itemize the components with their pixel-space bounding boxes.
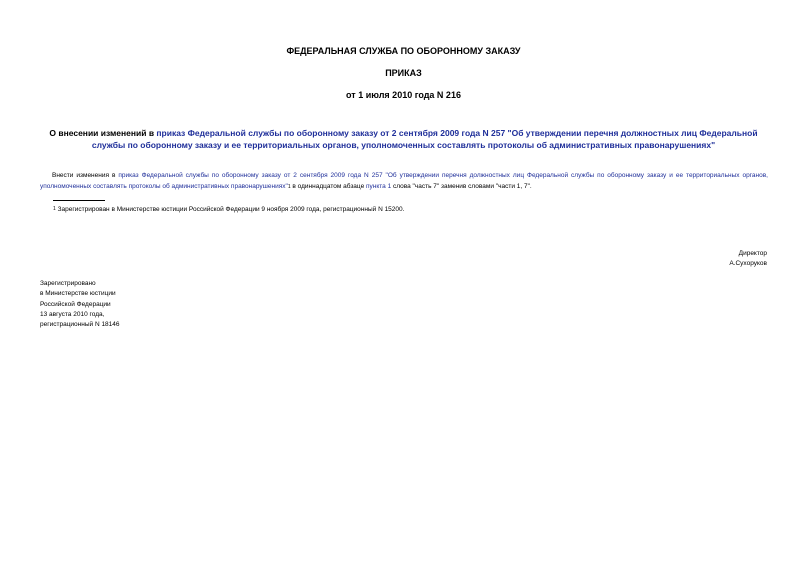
body-paragraph (40, 171, 768, 192)
signature-name: А.Сухоруков (729, 260, 767, 267)
organization-heading: ФЕДЕРАЛЬНАЯ СЛУЖБА ПО ОБОРОННОМУ ЗАКАЗУ (286, 46, 521, 56)
footnote-text: Зарегистрирован в Министерстве юстиции Российской Федерации 9 ноября 2009 года, регистрационный N 15200. (55, 206, 405, 213)
document-title (40, 128, 767, 151)
signature-position: Директор (738, 250, 767, 257)
footnote (53, 205, 404, 214)
registration-line: в Министерстве юстиции (40, 290, 116, 298)
title-order-link[interactable]: приказ Федеральной службы по оборонному заказу от 2 сентября 2009 года N 257 "Об утверждении перечня должностных лиц Федеральной службы по оборонному заказу и ее территориальных органов, уполномоченных составлять протоколы об административных правонарушениях" (91, 128, 758, 150)
registration-line: регистрационный N 18146 (40, 321, 120, 329)
body-text-start: Внести изменения в (52, 172, 119, 179)
body-clause-link[interactable]: пункта 1 (366, 182, 392, 190)
title-prefix: О внесении изменений в (49, 128, 157, 138)
registration-line: Российской Федерации (40, 300, 111, 308)
footnote-marker: 1 (53, 206, 56, 212)
body-text-end: слова "часть 7" заменив словами "части 1, 7". (391, 182, 532, 190)
document-type: ПРИКАЗ (385, 68, 422, 78)
footnote-divider (53, 200, 105, 201)
registration-block (40, 279, 120, 330)
registration-line: Зарегистрировано (40, 280, 96, 287)
footnote-reference[interactable]: 1 (287, 183, 291, 190)
body-order-link[interactable]: приказ Федеральной службы по оборонному заказу от 2 сентября 2009 года N 257 "Об утверждении перечня должностных лиц Федеральной службы по оборонному заказу и ее территориальных органов, уполномоченных составлять протоколы об административных правонарушениях" (40, 172, 768, 190)
registration-line: 13 августа 2010 года, (40, 310, 105, 318)
signature-block (729, 249, 767, 269)
document-date: от 1 июля 2010 года N 216 (346, 90, 461, 100)
body-text-mid: в одиннадцатом абзаце (290, 182, 366, 190)
